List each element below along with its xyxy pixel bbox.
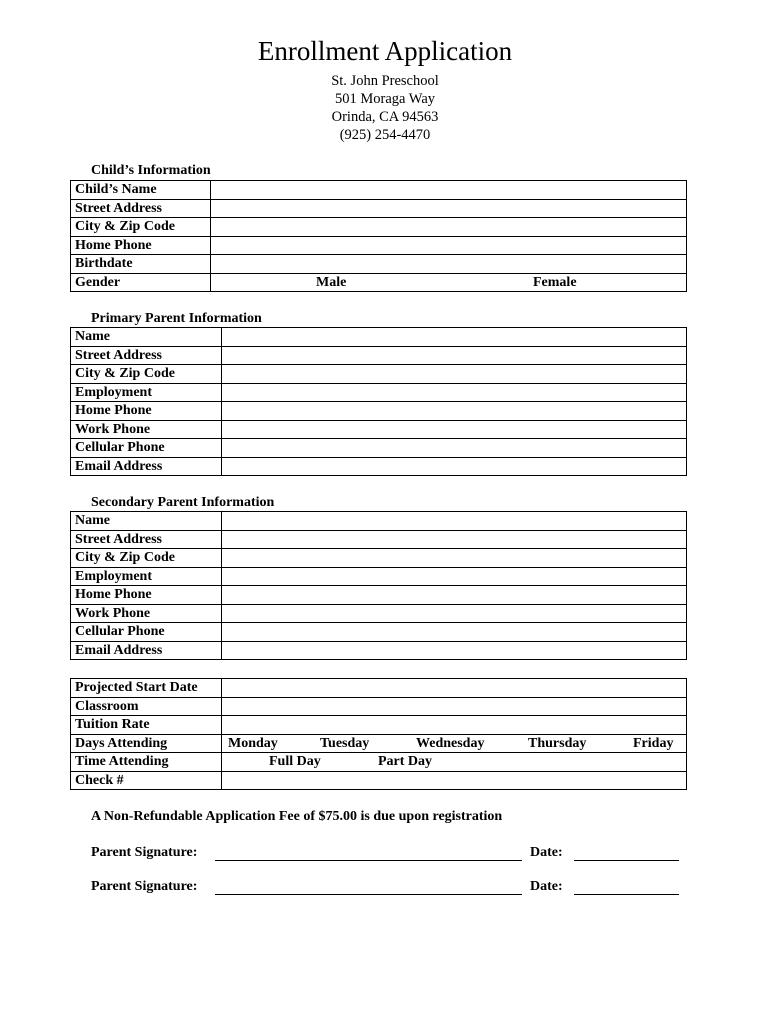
field-label: Name: [71, 512, 222, 531]
field-label: Projected Start Date: [71, 679, 222, 698]
childs-name-field[interactable]: [211, 181, 687, 200]
gender-field: [211, 273, 687, 292]
table-row: [71, 697, 687, 716]
table-row: [71, 679, 687, 698]
enrollment-table: [70, 678, 687, 790]
field-label: City & Zip Code: [71, 549, 222, 568]
table-row: [71, 512, 687, 531]
signature-line-2: [91, 878, 691, 898]
school-address-block: [0, 72, 770, 144]
secondary-name-field[interactable]: [222, 512, 687, 531]
secondary-street-address-field[interactable]: [222, 530, 687, 549]
day-option-tuesday[interactable]: Tuesday: [320, 735, 370, 751]
field-label: Street Address: [71, 199, 211, 218]
field-label: Birthdate: [71, 255, 211, 274]
table-row: [71, 753, 687, 772]
table-row: [71, 439, 687, 458]
field-label: Work Phone: [71, 604, 222, 623]
field-label: Tuition Rate: [71, 716, 222, 735]
signature-line-1: [91, 844, 691, 864]
field-label: Days Attending: [71, 734, 222, 753]
school-name: St. John Preschool: [331, 73, 439, 89]
table-row: [71, 734, 687, 753]
field-label: Cellular Phone: [71, 623, 222, 642]
table-row: [71, 586, 687, 605]
field-label: Time Attending: [71, 753, 222, 772]
field-label: Email Address: [71, 457, 222, 476]
days-attending-field: [222, 734, 687, 753]
table-row: [71, 273, 687, 292]
child-home-phone-field[interactable]: [211, 236, 687, 255]
table-row: [71, 420, 687, 439]
time-option-full-day[interactable]: Full Day: [269, 754, 321, 770]
field-label: City & Zip Code: [71, 365, 222, 384]
table-row: [71, 365, 687, 384]
primary-cell-phone-field[interactable]: [222, 439, 687, 458]
primary-city-zip-field[interactable]: [222, 365, 687, 384]
secondary-email-field[interactable]: [222, 641, 687, 660]
child-street-address-field[interactable]: [211, 199, 687, 218]
secondary-parent-table: [70, 511, 687, 660]
field-label: City & Zip Code: [71, 218, 211, 237]
day-option-thursday[interactable]: Thursday: [528, 735, 587, 751]
table-row: [71, 604, 687, 623]
table-row: [71, 236, 687, 255]
field-label: Child’s Name: [71, 181, 211, 200]
date-label: Date:: [530, 845, 563, 860]
field-label: Street Address: [71, 530, 222, 549]
field-label: Check #: [71, 771, 222, 790]
time-attending-field: [222, 753, 687, 772]
gender-option-female[interactable]: Female: [533, 274, 577, 290]
date-label: Date:: [530, 879, 563, 894]
table-row: [71, 641, 687, 660]
secondary-work-phone-field[interactable]: [222, 604, 687, 623]
field-label: Street Address: [71, 346, 222, 365]
day-option-wednesday[interactable]: Wednesday: [416, 735, 485, 751]
secondary-employment-field[interactable]: [222, 567, 687, 586]
parent-signature-field[interactable]: [215, 860, 522, 861]
table-row: [71, 346, 687, 365]
table-row: [71, 716, 687, 735]
secondary-cell-phone-field[interactable]: [222, 623, 687, 642]
field-label: Work Phone: [71, 420, 222, 439]
gender-option-male[interactable]: Male: [316, 274, 347, 290]
table-row: [71, 383, 687, 402]
table-row: [71, 199, 687, 218]
secondary-home-phone-field[interactable]: [222, 586, 687, 605]
signature-label: Parent Signature:: [91, 845, 198, 860]
tuition-rate-field[interactable]: [222, 716, 687, 735]
table-row: [71, 530, 687, 549]
table-row: [71, 567, 687, 586]
primary-parent-table: [70, 327, 687, 476]
primary-parent-heading: Primary Parent Information: [91, 311, 262, 326]
table-row: [71, 549, 687, 568]
table-row: [71, 771, 687, 790]
field-label: Email Address: [71, 641, 222, 660]
field-label: Gender: [71, 273, 211, 292]
field-label: Home Phone: [71, 236, 211, 255]
school-phone: (925) 254-4470: [339, 127, 431, 143]
field-label: Employment: [71, 383, 222, 402]
primary-employment-field[interactable]: [222, 383, 687, 402]
classroom-field[interactable]: [222, 697, 687, 716]
check-number-field[interactable]: [222, 771, 687, 790]
page-title: Enrollment Application: [257, 36, 513, 66]
field-label: Classroom: [71, 697, 222, 716]
primary-work-phone-field[interactable]: [222, 420, 687, 439]
table-row: [71, 402, 687, 421]
school-city: Orinda, CA 94563: [331, 109, 439, 125]
child-birthdate-field[interactable]: [211, 255, 687, 274]
secondary-city-zip-field[interactable]: [222, 549, 687, 568]
day-option-friday[interactable]: Friday: [633, 735, 674, 751]
day-option-monday[interactable]: Monday: [228, 735, 278, 751]
secondary-parent-heading: Secondary Parent Information: [91, 495, 275, 510]
table-row: [71, 218, 687, 237]
child-info-table: [70, 180, 687, 292]
signature-date-field[interactable]: [574, 894, 679, 895]
time-option-part-day[interactable]: Part Day: [378, 754, 433, 770]
table-row: [71, 328, 687, 347]
field-label: Home Phone: [71, 586, 222, 605]
field-label: Employment: [71, 567, 222, 586]
child-city-zip-field[interactable]: [211, 218, 687, 237]
parent-signature-field[interactable]: [215, 894, 522, 895]
primary-email-field[interactable]: [222, 457, 687, 476]
field-label: Cellular Phone: [71, 439, 222, 458]
primary-name-field[interactable]: [222, 328, 687, 347]
table-row: [71, 181, 687, 200]
field-label: Name: [71, 328, 222, 347]
school-street: 501 Moraga Way: [334, 91, 436, 107]
fee-notice: A Non-Refundable Application Fee of $75.00 is due upon registration: [91, 809, 503, 824]
table-row: [71, 255, 687, 274]
child-info-heading: Child’s Information: [91, 163, 211, 178]
table-row: [71, 623, 687, 642]
table-row: [71, 457, 687, 476]
primary-home-phone-field[interactable]: [222, 402, 687, 421]
field-label: Home Phone: [71, 402, 222, 421]
start-date-field[interactable]: [222, 679, 687, 698]
signature-date-field[interactable]: [574, 860, 679, 861]
primary-street-address-field[interactable]: [222, 346, 687, 365]
signature-label: Parent Signature:: [91, 879, 198, 894]
